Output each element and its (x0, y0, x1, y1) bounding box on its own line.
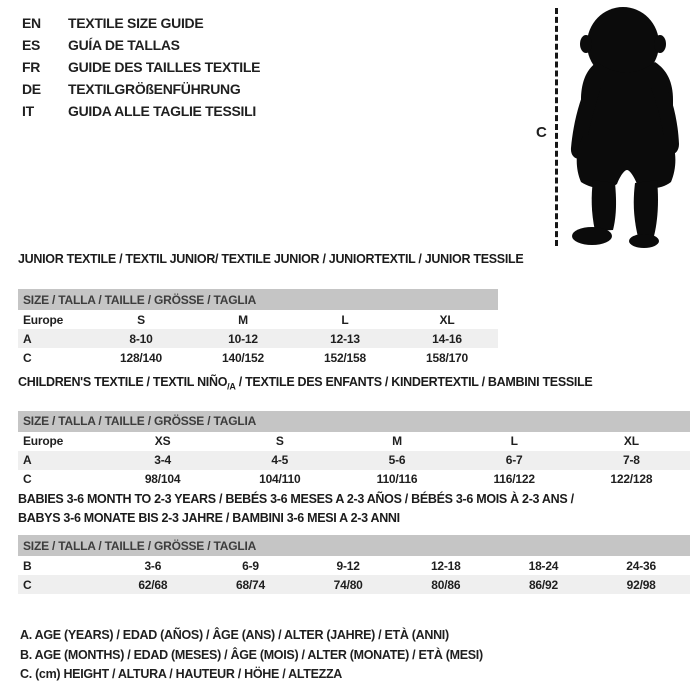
size-cell: M (238, 312, 248, 327)
row-label: C (23, 577, 32, 592)
row-label: C (23, 350, 32, 365)
title-text: CHILDREN'S TEXTILE / TEXTIL NIÑO (18, 375, 228, 389)
table-row-months (18, 556, 690, 575)
size-cell: 6-7 (505, 453, 523, 467)
row-label: A (23, 453, 32, 467)
size-cell: 5-6 (388, 453, 406, 467)
toddler-silhouette-icon (565, 0, 695, 250)
size-header-label: SIZE / TALLA / TAILLE / GRÖSSE / TAGLIA (18, 289, 498, 310)
size-cell: 62/68 (138, 577, 168, 592)
language-row-fr (22, 56, 260, 78)
size-header-row (18, 411, 690, 432)
height-measure-label: C (536, 124, 547, 141)
childrens-textile-section (18, 373, 690, 489)
title-text: / TEXTILE DES ENFANTS / KINDERTEXTIL / BAMBINI TESSILE (235, 375, 593, 389)
language-label: GUIDE DES TAILLES TEXTILE (68, 59, 261, 75)
size-cell: 24-36 (626, 558, 656, 573)
childrens-section-title (18, 373, 690, 397)
legend-footnotes (20, 626, 483, 685)
row-label: Europe (23, 312, 64, 327)
babies-size-table (18, 535, 690, 594)
table-row-height (18, 575, 690, 594)
size-cell: S (275, 434, 284, 448)
table-row-age (18, 329, 498, 348)
size-cell: 110/116 (376, 472, 418, 486)
row-label: B (23, 558, 32, 573)
language-code: FR (22, 59, 41, 75)
size-header-row (18, 535, 690, 556)
language-code: EN (22, 15, 41, 31)
language-row-de (22, 78, 260, 100)
size-cell: 10-12 (228, 331, 258, 346)
size-cell: 12-13 (330, 331, 360, 346)
child-figure (520, 0, 700, 252)
size-cell: 122/128 (610, 472, 653, 486)
size-cell: 86/92 (528, 577, 558, 592)
childrens-size-table (18, 411, 690, 489)
size-cell: 3-4 (154, 453, 171, 467)
language-code: IT (22, 103, 34, 119)
size-cell: 152/158 (324, 350, 366, 365)
language-label: TEXTILGRÖßENFÜHRUNG (68, 81, 241, 97)
size-cell: 9-12 (336, 558, 360, 573)
size-cell: XL (623, 434, 639, 448)
language-label: GUÍA DE TALLAS (68, 37, 180, 53)
babies-textile-section (18, 490, 690, 594)
language-row-es (22, 34, 260, 56)
height-dashed-line (555, 8, 558, 246)
size-cell: L (341, 312, 349, 327)
size-cell: XS (154, 434, 171, 448)
size-cell: 74/80 (333, 577, 363, 592)
junior-textile-section (18, 250, 690, 367)
size-cell: 104/110 (259, 472, 301, 486)
table-row-europe (18, 310, 498, 329)
size-cell: 8-10 (129, 331, 153, 346)
size-cell: 80/86 (431, 577, 461, 592)
size-cell: 4-5 (271, 453, 289, 467)
size-cell: 92/98 (626, 577, 656, 592)
size-cell: 18-24 (528, 558, 559, 573)
size-header-label: SIZE / TALLA / TAILLE / GRÖSSE / TAGLIA (18, 535, 690, 556)
junior-section-title: JUNIOR TEXTILE / TEXTIL JUNIOR/ TEXTILE JUNIOR / JUNIORTEXTIL / JUNIOR TESSILE (18, 252, 524, 266)
size-cell: 7-8 (623, 453, 640, 467)
language-list (22, 12, 260, 122)
table-row-height (18, 470, 690, 489)
size-cell: 14-16 (432, 331, 462, 346)
language-code: DE (22, 81, 41, 97)
junior-size-table (18, 289, 498, 367)
title-subscript: /A (227, 381, 236, 392)
size-cell: 68/74 (235, 577, 265, 592)
size-cell: 158/170 (426, 350, 469, 365)
table-row-age (18, 451, 690, 470)
row-label: C (23, 472, 32, 486)
language-label: TEXTILE SIZE GUIDE (68, 15, 204, 31)
table-row-height (18, 348, 498, 367)
language-label: GUIDA ALLE TAGLIE TESSILI (68, 103, 256, 119)
title-line-2: BABYS 3-6 MONATE BIS 2-3 JAHRE / BAMBINI 3-6 MESI A 2-3 ANNI (18, 511, 400, 525)
size-cell: M (392, 434, 402, 448)
footnote-c: C. (cm) HEIGHT / ALTURA / HAUTEUR / HÖHE / ALTEZZA (20, 667, 343, 681)
size-cell: 12-18 (430, 558, 461, 573)
footnote-b: B. AGE (MONTHS) / EDAD (MESES) / ÂGE (MOIS) / ALTER (MONATE) / ETÀ (MESI) (20, 647, 483, 662)
size-cell: 6-9 (242, 558, 259, 573)
language-code: ES (22, 37, 41, 53)
title-line-1: BABIES 3-6 MONTH TO 2-3 YEARS / BEBÉS 3-6 MESES A 2-3 AÑOS / BÉBÉS 3-6 MOIS À 2-3 ANS / (18, 492, 574, 506)
size-cell: XL (439, 312, 455, 327)
size-header-row (18, 289, 498, 310)
size-cell: 140/152 (222, 350, 264, 365)
size-header-label: SIZE / TALLA / TAILLE / GRÖSSE / TAGLIA (18, 411, 690, 432)
footnote-a: A. AGE (YEARS) / EDAD (AÑOS) / ÂGE (ANS) / ALTER (JAHRE) / ETÀ (ANNI) (20, 628, 449, 642)
babies-section-title (18, 490, 690, 528)
size-cell: 116/122 (493, 472, 535, 486)
row-label: A (23, 331, 32, 346)
row-label: Europe (23, 434, 64, 448)
size-cell: 3-6 (144, 558, 162, 573)
language-row-it (22, 100, 260, 122)
size-cell: S (137, 312, 145, 327)
size-cell: 98/104 (144, 472, 181, 486)
language-row-en (22, 12, 260, 34)
size-cell: L (510, 434, 518, 448)
size-cell: 128/140 (120, 350, 162, 365)
table-row-europe (18, 432, 690, 451)
